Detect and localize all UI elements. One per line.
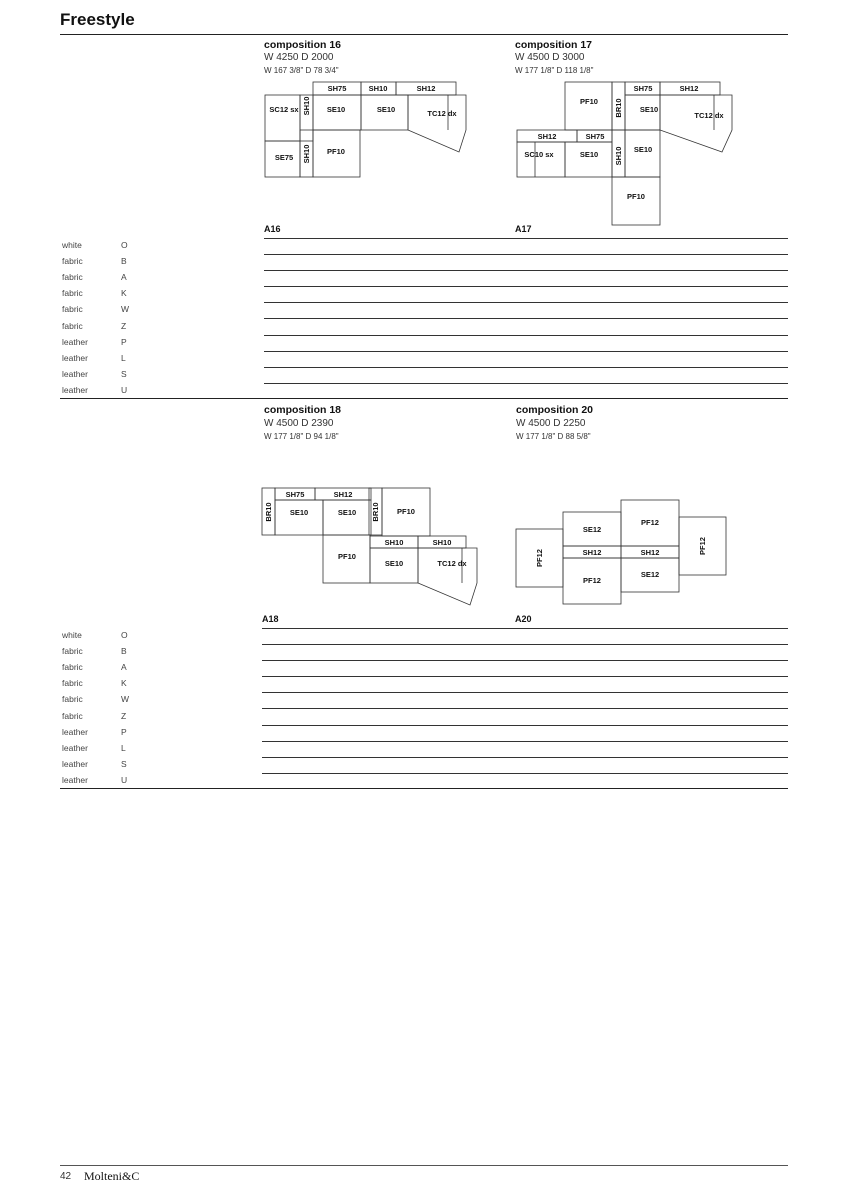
- composition-17-imperial: W 177 1/8" D 118 1/8": [515, 66, 594, 75]
- composition-20-imperial: W 177 1/8" D 88 5/8": [516, 432, 591, 441]
- price-row-code: P: [121, 726, 127, 737]
- price-row-code: U: [121, 384, 128, 395]
- price-row-code: W: [121, 304, 130, 315]
- price-row-code: B: [121, 256, 127, 267]
- composition-17-metric: W 4500 D 3000: [515, 52, 585, 63]
- price-row-code: U: [121, 774, 128, 785]
- module-label: SE10: [579, 150, 599, 159]
- price-row-code: K: [121, 678, 127, 689]
- price-row-code: K: [121, 288, 127, 299]
- module-label: SH12: [537, 132, 557, 141]
- footer-rule: [60, 1165, 788, 1166]
- composition-18-imperial: W 177 1/8" D 94 1/8": [264, 432, 339, 441]
- module-label: SE10: [384, 559, 404, 568]
- composition-20-title: composition 20: [516, 404, 594, 416]
- price-row-label: leather: [62, 774, 88, 785]
- price-row-rule: [262, 725, 788, 726]
- module-label: SC10 sx: [524, 150, 554, 159]
- module-label: PF10: [580, 97, 598, 106]
- module-label: SE12: [582, 525, 602, 534]
- module-label: SE10: [337, 508, 357, 517]
- module-label: SH75: [285, 490, 305, 499]
- price-row-rule: [262, 741, 788, 742]
- composition-16-title: composition 16: [264, 39, 342, 51]
- price-row-rule: [262, 773, 788, 774]
- price-row-code: S: [121, 758, 127, 769]
- composition-18-title: composition 18: [264, 404, 342, 416]
- price-row-code: A: [121, 662, 127, 673]
- module-label: SH10: [384, 538, 404, 547]
- module-label: SH12: [416, 84, 436, 93]
- price-row-code: L: [121, 352, 126, 363]
- price-table-bottom-rule: [60, 788, 788, 789]
- composition-20-code: A20: [515, 614, 532, 624]
- module-label: SE12: [640, 570, 660, 579]
- module-label: TC12 dx: [427, 109, 457, 118]
- price-row-code: W: [121, 694, 130, 705]
- price-row-code: B: [121, 646, 127, 657]
- price-row-rule: [262, 676, 788, 677]
- module-label: SE10: [326, 105, 346, 114]
- module-label: SH10: [614, 146, 623, 166]
- module-label: SH75: [327, 84, 347, 93]
- price-row-label: fabric: [62, 320, 83, 331]
- module-label: PF12: [698, 537, 707, 555]
- price-row-code: P: [121, 336, 127, 347]
- price-row-rule: [262, 644, 788, 645]
- composition-20-metric: W 4500 D 2250: [516, 418, 586, 429]
- composition-16-code: A16: [264, 224, 281, 234]
- module-label: SH12: [582, 548, 602, 557]
- page-number: 42: [60, 1171, 72, 1182]
- price-row-code: A: [121, 272, 127, 283]
- price-row-label: leather: [62, 368, 88, 379]
- price-row-label: leather: [62, 352, 88, 363]
- price-row-rule: [262, 757, 788, 758]
- module-label: PF12: [583, 576, 601, 585]
- module-label: BR10: [614, 98, 623, 118]
- price-row-label: leather: [62, 384, 88, 395]
- module-label: TC12 dx: [437, 559, 467, 568]
- composition-16-metric: W 4250 D 2000: [264, 52, 334, 63]
- module-label: SH10: [432, 538, 452, 547]
- price-row-label: fabric: [62, 256, 83, 267]
- price-row-label: fabric: [62, 662, 83, 673]
- module-label: SE75: [274, 153, 294, 162]
- module-label: BR10: [371, 502, 380, 522]
- module-label: SE10: [376, 105, 396, 114]
- price-row-label: leather: [62, 758, 88, 769]
- module-label: SE10: [639, 105, 659, 114]
- price-row-code: O: [121, 240, 128, 250]
- module-label: SH10: [302, 96, 311, 116]
- price-row-code: S: [121, 368, 127, 379]
- module-label: SH10: [368, 84, 388, 93]
- module-label: SE10: [289, 508, 309, 517]
- price-row-label: white: [62, 630, 82, 640]
- price-row-label: fabric: [62, 646, 83, 657]
- module-label: PF10: [397, 507, 415, 516]
- composition-16-imperial: W 167 3/8" D 78 3/4": [264, 66, 339, 75]
- module-label: SE10: [633, 145, 653, 154]
- price-row-label: fabric: [62, 288, 83, 299]
- price-row-code: Z: [121, 320, 127, 331]
- price-row-code: L: [121, 742, 126, 753]
- module-label: PF10: [338, 552, 356, 561]
- module-label: SH12: [679, 84, 699, 93]
- price-row-label: fabric: [62, 272, 83, 283]
- module-label: PF10: [627, 192, 645, 201]
- module-label: SH12: [640, 548, 660, 557]
- brand-logo: Molteni&C: [84, 1169, 140, 1183]
- module-label: PF10: [327, 147, 345, 156]
- composition-18-code: A18: [262, 614, 279, 624]
- module-label: BR10: [264, 502, 273, 522]
- price-row-rule: [262, 708, 788, 709]
- module-label: SC12 sx: [269, 105, 299, 114]
- price-row-label: leather: [62, 742, 88, 753]
- module-label: SH75: [585, 132, 605, 141]
- module-label: PF12: [535, 549, 544, 567]
- price-row-label: fabric: [62, 304, 83, 315]
- price-row-label: fabric: [62, 710, 83, 721]
- price-row-code: O: [121, 630, 128, 640]
- price-row-label: leather: [62, 726, 88, 737]
- price-table-top-rule: [262, 628, 788, 629]
- page-title: Freestyle: [60, 10, 135, 29]
- price-row-code: Z: [121, 710, 127, 721]
- module-label: TC12 dx: [694, 111, 724, 120]
- price-row-rule: [262, 692, 788, 693]
- composition-17-code: A17: [515, 224, 532, 234]
- price-row-label: fabric: [62, 694, 83, 705]
- module-label: SH12: [333, 490, 353, 499]
- price-row-label: leather: [62, 336, 88, 347]
- price-row-rule: [262, 660, 788, 661]
- module-label: SH75: [633, 84, 653, 93]
- module-label: PF12: [641, 518, 659, 527]
- price-row-label: fabric: [62, 678, 83, 689]
- composition-18-metric: W 4500 D 2390: [264, 418, 334, 429]
- price-row-label: white: [62, 240, 82, 250]
- composition-17-title: composition 17: [515, 39, 593, 51]
- module-label: SH10: [302, 144, 311, 164]
